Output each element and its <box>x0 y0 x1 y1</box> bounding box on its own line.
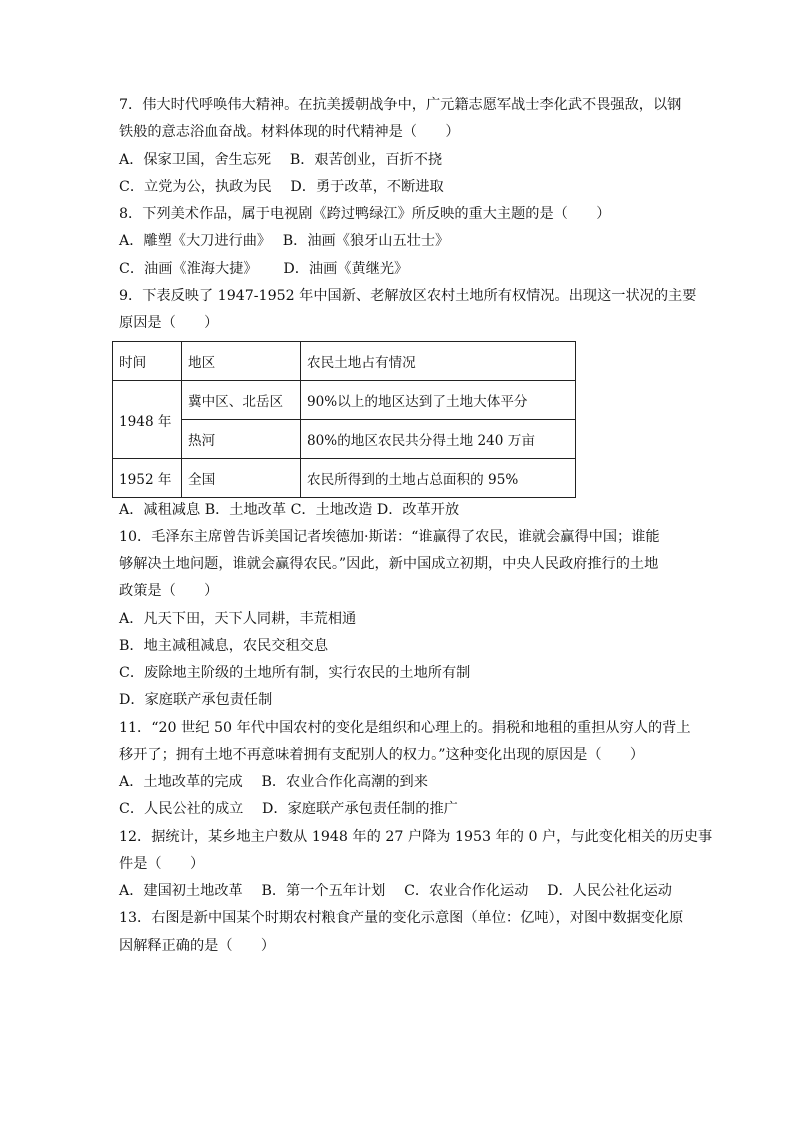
q13-stem-line-2: 因解释正确的是（ ） <box>119 938 276 954</box>
table-header-cell: 地区 <box>182 342 301 381</box>
q10-stem-line-1: 10．毛泽东主席曾告诉美国记者埃德加·斯诺：“谁赢得了农民，谁就会赢得中国；谁能 <box>119 529 660 545</box>
q10-stem-line-3: 政策是（ ） <box>119 583 219 599</box>
q10-option-d: D．家庭联产承包责任制 <box>119 692 273 708</box>
table-cell-year: 1952 年 <box>113 459 182 498</box>
q10-option-b: B．地主减租减息，农民交租交息 <box>119 638 329 654</box>
q7-options-row-2: C．立党为公，执政为民 D．勇于改革，不断进取 <box>119 179 444 195</box>
q12-options: A．建国初土地改革 B．第一个五年计划 C．农业合作化运动 D．人民公社化运动 <box>119 883 672 899</box>
q10-option-c: C．废除地主阶级的土地所有制，实行农民的土地所有制 <box>119 665 471 681</box>
q12-stem-line-1: 12．据统计，某乡地主户数从 1948 年的 27 户降为 1953 年的 0 户，与此变化相关的历史事 <box>119 829 713 845</box>
table-cell-year: 1948 年 <box>113 381 182 459</box>
land-ownership-table <box>112 341 576 498</box>
table-cell-region: 冀中区、北岳区 <box>182 381 301 420</box>
q11-options-row-1: A．土地改革的完成 B．农业合作化高潮的到来 <box>119 774 428 790</box>
q13-stem-line-1: 13．右图是新中国某个时期农村粮食产量的变化示意图（单位：亿吨），对图中数据变化原 <box>119 910 684 926</box>
q9-stem-line-2: 原因是（ ） <box>119 315 219 331</box>
q10-stem-line-2: 够解决土地问题，谁就会赢得农民。”因此，新中国成立初期，中央人民政府推行的土地 <box>119 556 659 572</box>
table-cell-region: 全国 <box>182 459 301 498</box>
q7-stem-line-1: 7．伟大时代呼唤伟大精神。在抗美援朝战争中，广元籍志愿军战士李化武不畏强敌，以钢 <box>119 97 682 113</box>
q7-options-row-1: A．保家卫国，舍生忘死 B．艰苦创业，百折不挠 <box>119 152 443 168</box>
q7-stem-line-2: 铁般的意志浴血奋战。材料体现的时代精神是（ ） <box>119 124 460 140</box>
q8-stem-line-1: 8．下列美术作品，属于电视剧《跨过鸭绿江》所反映的重大主题的是（ ） <box>119 206 611 222</box>
q11-stem-line-1: 11．“20 世纪 50 年代中国农村的变化是组织和心理上的。捐税和地租的重担从穷人的背上 <box>119 720 691 736</box>
table-cell-info: 农民所得到的土地占总面积的 95% <box>301 459 576 498</box>
q8-options-row-1: A．雕塑《大刀进行曲》 B．油画《狼牙山五壮士》 <box>119 233 450 249</box>
q11-stem-line-2: 移开了；拥有土地不再意味着拥有支配别人的权力。”这种变化出现的原因是（ ） <box>119 747 645 763</box>
table-cell-info: 90%以上的地区达到了土地大体平分 <box>301 381 576 420</box>
table-header-cell: 时间 <box>113 342 182 381</box>
table-row <box>113 459 576 498</box>
table-cell-info: 80%的地区农民共分得土地 240 万亩 <box>301 420 576 459</box>
table-header-row <box>113 342 576 381</box>
q12-stem-line-2: 件是（ ） <box>119 856 205 872</box>
table-row <box>113 420 576 459</box>
table-header-cell: 农民土地占有情况 <box>301 342 576 381</box>
q10-option-a: A．凡天下田，天下人同耕，丰荒相通 <box>119 611 357 627</box>
table-row <box>113 381 576 420</box>
q9-options: A．减租减息 B．土地改革 C．土地改造 D．改革开放 <box>119 502 460 518</box>
q8-options-row-2: C．油画《淮海大捷》 D．油画《黄继光》 <box>119 261 409 277</box>
q11-options-row-2: C．人民公社的成立 D．家庭联产承包责任制的推广 <box>119 801 458 817</box>
q9-stem-line-1: 9．下表反映了 1947-1952 年中国新、老解放区农村土地所有权情况。出现这一状况的主要 <box>119 288 697 304</box>
table-cell-region: 热河 <box>182 420 301 459</box>
